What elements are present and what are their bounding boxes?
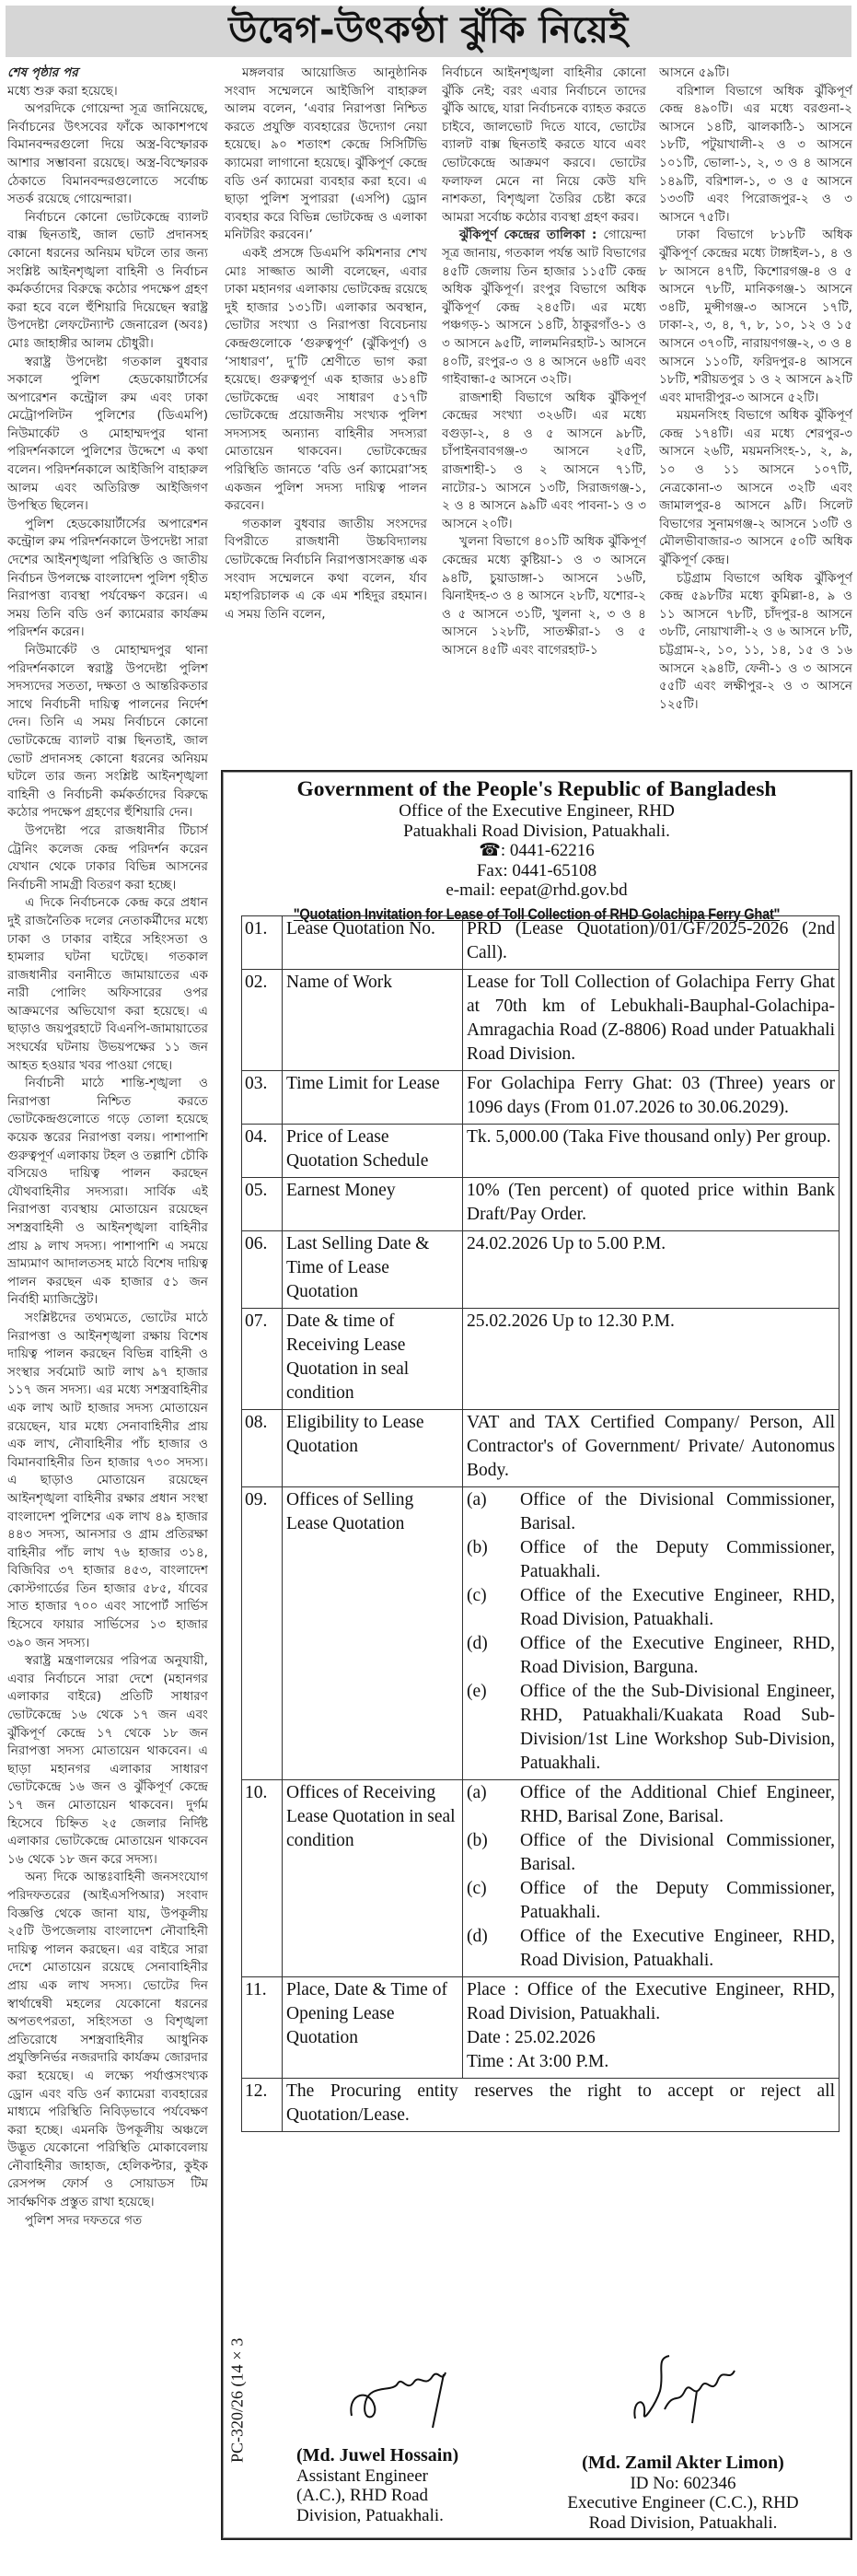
row-value: For Golachipa Ferry Ghat: 03 (Three) years or 1096 days (From 01.07.2026 to 30.06.2029). xyxy=(463,1071,840,1125)
paragraph: অন্য দিকে আন্তঃবাহিনী জনসংযোগ পরিদফতরের (আইএসপিআর) সংবাদ বিজ্ঞপ্তি থেকে জানা যায়, উপকূলীয় ২৫টি উপজেলায় বাংলাদেশ নৌবাহিনী দায়িত্ব পালন করছেন। এর বাইরে সারা দেশে মোতায়েন রয়েছে সেনাবাহিনীর প্রায় এক লাখ সদস্য। ভোটের দিন স্বার্থান্বেষী মহলের যেকোনো ধরনের অপতৎপরতা, সহিংসতা ও বিশৃঙ্খলা প্রতিরোধে সশস্ত্রবাহিনীর আধুনিক প্রযুক্তিনির্ভর নজরদারি কার্যক্রম জোরদার করা হয়েছে। এ লক্ষ্যে পর্যাপ্তসংখ্যক ড্রোন এবং বডি ওর্ন ক্যামেরা ব্যবহারের মাধ্যমে পরিস্থিতি নিবিড়ভাবে পর্যবেক্ষণ করা হচ্ছে। এমনকি উপকূলীয় অঞ্চলে উদ্ভূত যেকোনো পরিস্থিতি মোকাবেলায় নৌবাহিনীর জাহাজ, হেলিকপ্টার, কুইক রেসপন্স ফোর্স ও সোয়াডস টিম সার্বক্ষণিক প্রস্তুত রাখা হয়েছে। xyxy=(7,1870,208,2210)
subheading: ঝুঁকিপূর্ণ কেন্দ্রের তালিকা : xyxy=(459,227,597,243)
row-value: 25.02.2026 Up to 12.30 P.M. xyxy=(463,1309,840,1410)
item-marker: (b) xyxy=(467,1831,488,1850)
signatory-title: Executive Engineer (C.C.), RHD xyxy=(567,2493,799,2512)
paragraph: পুলিশ হেডকোয়ার্টার্সের অপারেশন কন্ট্রোল রুম পরিদর্শনকালে উপদেষ্টা সারা দেশের আইনশৃঙ্খলা পরিস্থিতি ও জাতীয় নির্বাচন উপলক্ষে বাংলাদেশ পুলিশ গৃহীত নিরাপত্তা ব্যবস্থা পর্যবেক্ষণ করেন। এ সময় তিনি বডি ওর্ন ক্যামেরার কার্যক্রম পরিদর্শন করেন। xyxy=(7,516,208,640)
lease-table xyxy=(241,915,840,2132)
list-item xyxy=(467,1829,835,1877)
paragraph: অপরদিকে গোয়েন্দা সূত্র জানিয়েছে, নির্বাচনের উৎসবের ফাঁকে আকাশপথে বিমানবন্দরগুলো দিয়ে অস্ত্র-বিস্ফোরক আশার সম্ভাবনা রয়েছে। অস্ত্র-বিস্ফোরক ঠেকাতে বিমানবন্দরগুলোতে সর্বোচ্চ সতর্ক রয়েছে গোয়েন্দারা। xyxy=(7,101,208,207)
email-line: e-mail: eepat@rhd.gov.bd xyxy=(446,880,628,900)
government-title: Government of the People's Republic of Bangladesh xyxy=(296,777,777,801)
row-label: Offices of Selling Lease Quotation xyxy=(283,1487,463,1780)
signatory-title-line2: Road Division, Patuakhali. xyxy=(588,2512,778,2533)
row-label: Last Selling Date & Time of Lease Quotation xyxy=(283,1231,463,1309)
table-row xyxy=(242,916,840,970)
phone-number: : 0441-62216 xyxy=(500,841,595,860)
pc-code: PC-320/26 (14×3 xyxy=(227,2337,247,2463)
row-number: 06. xyxy=(242,1231,283,1309)
item-marker: (a) xyxy=(467,1783,487,1802)
list-item xyxy=(467,1877,835,1925)
item-text: Office of the Additional Chief Engineer, RHD, Barisal Zone, Barisal. xyxy=(520,1783,835,1826)
office-name: Office of the Executive Engineer, RHD xyxy=(399,801,675,821)
row-value: The Procuring entity reserves the right to accept or reject all Quotation/Lease. xyxy=(283,2079,840,2132)
signatory-id: ID No: 602346 xyxy=(630,2473,736,2493)
table-row xyxy=(242,2079,840,2132)
article-column-1 xyxy=(7,64,208,2570)
item-marker: (b) xyxy=(467,1538,488,1557)
item-marker: (c) xyxy=(467,1879,487,1898)
row-value: VAT and TAX Certified Company/ Person, All Contractor's of Government/ Private/ Autonomus Body. xyxy=(463,1410,840,1487)
tender-notice xyxy=(221,770,852,2540)
paragraph: মঙ্গলবার আয়োজিত আনুষ্ঠানিক সংবাদ সম্মেলনে আইজিপি বাহারুল আলম বলেন, ‘এবার নিরাপত্তা নিশ্চিত করতে প্রযুক্তি ব্যবহারের উদ্যোগ নেয়া হয়েছে। ৯০ শতাংশ কেন্দ্রে সিসিটিভি ক্যামেরা লাগানো হয়েছে। ঝুঁকিপূর্ণ কেন্দ্রে বডি ওর্ন ক্যামেরা ব্যবহার করা হবে। এ ছাড়া পুলিশ সুপাররা (এসপি) ড্রোন ব্যবহার করে বিভিন্ন ভোটকেন্দ্র ও এলাকা মনিটরিং করবেন।’ xyxy=(225,65,427,243)
row-label: Place, Date & Time of Opening Lease Quotation xyxy=(283,1977,463,2079)
division-name: Patuakhali Road Division, Patuakhali. xyxy=(403,821,670,841)
opening-time: Time : At 3:00 P.M. xyxy=(467,2052,609,2071)
row-label: Name of Work xyxy=(283,970,463,1071)
table-row xyxy=(242,1780,840,1977)
row-number: 05. xyxy=(242,1178,283,1231)
item-text: Office of the Divisional Commissioner, Barisal. xyxy=(520,1831,835,1874)
row-value: PRD (Lease Quotation)/01/GF/2025-2026 (2nd Call). xyxy=(463,916,840,970)
table-row xyxy=(242,1309,840,1410)
row-number: 03. xyxy=(242,1071,283,1125)
signatory-left xyxy=(296,2446,490,2525)
paragraph: বরিশাল বিভাগে অধিক ঝুঁকিপূর্ণ কেন্দ্র ৪৯০টি। এর মধ্যে বরগুনা-২ আসনে ১৪টি, ঝালকাঠি-১ আসনে ১৮টি, পটুয়াখালী-২ ও ৩ আসনে ১০১টি, ভোলা-১, ২, ৩ ও ৪ আসনে ১৪৯টি, বরিশাল-১, ৩ ও ৫ আসনে ১৩৩টি এবং পিরোজপুর-২ ও ৩ আসনে ৭৫টি। xyxy=(659,83,852,225)
list-item xyxy=(467,1632,835,1680)
risk-list-paragraph xyxy=(442,227,646,389)
signatory-title-line3: Division, Patuakhali. xyxy=(296,2505,444,2525)
paragraph: নির্বাচনে কোনো ভোটকেন্দ্রে ব্যালট বাক্স ছিনতাই, জাল ভোট প্রদানসহ কোনো ধরনের অনিয়ম ঘটলে তার জন্য সংশ্লিষ্ট আইনশৃঙ্খলা বাহিনী ও নির্বাচন কর্মকর্তাদের বিরুদ্ধে কঠোর পদক্ষেপ গ্রহণ করা হবে বলে হুঁশিয়ারি দিয়েছেন স্বরাষ্ট্র উপদেষ্টা লেফটেন্যান্ট জেনারেল (অবঃ) মোঃ জাহাঙ্গীর আলম চৌধুরী। xyxy=(7,209,208,351)
signature-right-icon xyxy=(628,2354,738,2428)
paragraph: এ দিকে নির্বাচনকে কেন্দ্র করে প্রধান দুই রাজনৈতিক দলের নেতাকর্মীদের মধ্যে ঢাকা ও ঢাকার বাইরে সহিংসতা ও হামলার ঘটনা ঘটেছে। গতকাল রাজধানীর বনানীতে জামায়াতের এক নারী পোলিং অফিসারের ওপর আক্রমণের অভিযোগ করা হয়েছে। এ ছাড়াও জয়পুরহাটে বিএনপি-জামায়াতের সংঘর্ষের ঘটনায় উভয়পক্ষের ১১ জন আহত হওয়ার খবর পাওয়া গেছে। xyxy=(7,895,208,1073)
article-column-4 xyxy=(659,64,852,764)
item-marker: (d) xyxy=(467,1927,488,1946)
table-row xyxy=(242,1410,840,1487)
list-item xyxy=(467,1488,835,1536)
row-label: Time Limit for Lease xyxy=(283,1071,463,1125)
headline: উদ্বেগ-উৎকণ্ঠা ঝুঁকি নিয়েই xyxy=(228,8,629,52)
row-label: Eligibility to Lease Quotation xyxy=(283,1410,463,1487)
row-number: 12. xyxy=(242,2079,283,2132)
item-text: Office of the Deputy Commissioner, Patuakhali. xyxy=(520,1879,835,1922)
table-row xyxy=(242,1487,840,1780)
item-marker: (d) xyxy=(467,1634,488,1653)
paragraph: স্বরাষ্ট্র উপদেষ্টা গতকাল বুধবার সকালে পুলিশ হেডকোয়ার্টার্সের অপারেশন কন্ট্রোল রুম এবং ঢাকা মেট্রোপলিটন পুলিশের (ডিএমপি) নিউমার্কেট ও মোহাম্মদপুর থানা পরিদর্শনকালে পুলিশের উদ্দেশে এ কথা বলেন। পরিদর্শনকালে আইজিপি বাহারুল আলম এবং অতিরিক্ত আইজিগণ উপস্থিত ছিলেন। xyxy=(7,354,208,514)
selling-offices-list xyxy=(467,1488,835,1776)
fax-line: Fax: 0441-65108 xyxy=(476,860,597,880)
table-row xyxy=(242,970,840,1071)
telephone-icon: ☎ xyxy=(479,841,501,860)
paragraph: রাজশাহী বিভাগে অধিক ঝুঁকিপূর্ণ কেন্দ্রের সংখ্যা ৩২৬টি। এর মধ্যে বগুড়া-২, ৪ ও ৫ আসনে ৯৮টি, চাঁপাইনবাবগঞ্জ-৩ আসনে ২৫টি, রাজশাহী-১ ও ২ আসনে ৭১টি, নাটোর-১ আসনে ১৩টি, সিরাজগঞ্জ-১, ২ ও ৪ আসনে ৯৯টি এবং পাবনা-১ ও ৩ আসনে ২০টি। xyxy=(442,390,646,531)
row-number: 04. xyxy=(242,1125,283,1178)
row-value xyxy=(463,1977,840,2079)
paragraph: ময়মনসিংহ বিভাগে অধিক ঝুঁকিপূর্ণ কেন্দ্র ১৭৪টি। এর মধ্যে শেরপুর-৩ আসনে ২৬টি, ময়মনসিংহ-১, ২, ৯, ১০ ও ১১ আসনে ১০৭টি, নেত্রকোনা-৩ আসনে ৩২টি এবং জামালপুর-৪ আসনে ৯টি। সিলেট বিভাগের সুনামগঞ্জ-২ আসনে ১৩টি ও মৌলভীবাজার-৩ আসনে ৫০টি অধিক ঝুঁকিপূর্ণ কেন্দ্র। xyxy=(659,408,852,568)
paragraph: মধ্যে শুরু করা হয়েছে। xyxy=(7,83,118,99)
opening-date: Date : 25.02.2026 xyxy=(467,2028,596,2047)
item-marker: (a) xyxy=(467,1490,487,1509)
row-number: 02. xyxy=(242,970,283,1071)
paragraph: আসনে ৫৯টি। xyxy=(659,65,730,80)
signature-left-icon xyxy=(342,2365,462,2430)
opening-place: Place : Office of the Executive Engineer, RHD, Road Division, Patuakhali. xyxy=(467,1980,835,2023)
item-text: Office of the the Sub-Divisional Engineer, RHD, Patuakhali/Kuakata Road Sub-Division/1st Line Workshop Sub-Division, Patuakhali. xyxy=(520,1682,835,1773)
row-value xyxy=(463,1487,840,1780)
article-column-2 xyxy=(225,64,427,764)
item-marker: (c) xyxy=(467,1586,487,1605)
item-marker: (e) xyxy=(467,1682,487,1701)
phone-line xyxy=(223,841,851,861)
table-row xyxy=(242,1071,840,1125)
item-text: Office of the Executive Engineer, RHD, Road Division, Patuakhali. xyxy=(520,1586,835,1629)
list-item xyxy=(467,1781,835,1829)
paragraph: পুলিশ সদর দফতরে গত xyxy=(25,2212,143,2228)
paragraph: নিউমার্কেট ও মোহাম্মদপুর থানা পরিদর্শনকালে স্বরাষ্ট্র উপদেষ্টা পুলিশ সদস্যদের সততা, দক্ষতা ও আন্তরিকতার সাথে নির্বাচনী দায়িত্ব পালনের নির্দেশ দেন। তিনি এ সময় নির্বাচনে কোনো ভোটকেন্দ্রে ব্যালট বাক্স ছিনতাই, জাল ভোট প্রদানসহ কোনো ধরনের অনিয়ম ঘটলে তার জন্য সংশ্লিষ্ট আইনশৃঙ্খলা বাহিনী ও নির্বাচনী কর্মকর্তাদের বিরুদ্ধে কঠোর পদক্ষেপ গ্রহণের হুঁশিয়ারি দেন। xyxy=(7,643,208,821)
paragraph: নির্বাচনী মাঠে শান্তি-শৃঙ্খলা ও নিরাপত্তা নিশ্চিত করতে ভোটকেন্দ্রগুলোতে গড়ে তোলা হয়েছে কয়েক স্তরের নিরাপত্তা বলয়। পাশাপাশি গুরুত্বপূর্ণ এলাকায় টহল ও তল্লাশি চৌকি বসিয়েও দায়িত্ব পালন করছেন যৌথবাহিনীর সদস্যরা। সার্বিক এই নিরাপত্তা ব্যবস্থায় মোতায়েন রয়েছেন সশস্ত্রবাহিনী ও আইনশৃঙ্খলা বাহিনীর প্রায় ৯ লাখ সদস্য। পাশাপাশি এ সময়ে ভ্রাম্যমাণ আদালতসহ মাঠে বিশেষ দায়িত্ব পালন করছেন এক হাজার ৫১ জন নির্বাহী ম্যাজিস্ট্রেট। xyxy=(7,1076,208,1308)
signatory-right xyxy=(536,2454,830,2533)
list-item xyxy=(467,1680,835,1776)
row-number: 10. xyxy=(242,1780,283,1977)
paragraph: চট্টগ্রাম বিভাগে অধিক ঝুঁকিপূর্ণ কেন্দ্র ৫৯৮টির মধ্যে কুমিল্লা-৪, ৯ ও ১১ আসনে ৭৮টি, চাঁদপুর-৪ আসনে ৩৮টি, নোয়াখালী-২ ও ৬ আসনে ৮টি, চট্টগ্রাম-২, ১০, ১১, ১৪, ১৫ ও ১৬ আসনে ২৯৪টি, ফেনী-১ ও ৩ আসনে ৫৫টি এবং লক্ষীপুর-২ ও ৩ আসনে ১২৫টি। xyxy=(659,570,852,712)
article-column-3 xyxy=(442,64,646,764)
item-text: Office of the Divisional Commissioner, Barisal. xyxy=(520,1490,835,1533)
paragraph: একই প্রসঙ্গে ডিএমপি কমিশনার শেখ মোঃ সাজ্জাত আলী বলেছেন, এবার ঢাকা মহানগর এলাকায় ভোটকেন্দ্র রয়েছে দুই হাজার ১৩১টি। এলাকার অবস্থান, ভোটার সংখ্যা ও নিরাপত্তা বিবেচনায় কেন্দ্রগুলোকে ‘গুরুত্বপূর্ণ’ (ঝুঁকিপূর্ণ) ও ‘সাধারণ’, দু’টি শ্রেণীতে ভাগ করা হয়েছে। গুরুত্বপূর্ণ এক হাজার ৬১৪টি ভোটকেন্দ্রে এবং সাধারণ ৫১৭টি ভোটকেন্দ্রে প্রয়োজনীয় সংখ্যক পুলিশ সদস্যসহ অন্যান্য বাহিনীর সদস্যরা মোতায়েন থাকবেন। ভোটকেন্দ্রের পরিস্থিতি জানতে ‘বডি ওর্ন ক্যামেরা’সহ একজন পুলিশ সদস্য দায়িত্ব পালন করবেন। xyxy=(225,245,427,514)
row-value: Tk. 5,000.00 (Taka Five thousand only) Per group. xyxy=(463,1125,840,1178)
row-number: 07. xyxy=(242,1309,283,1410)
signatory-title: Assistant Engineer xyxy=(296,2465,429,2486)
kicker: শেষ পৃষ্ঠার পর xyxy=(7,65,78,80)
paragraph: স্বরাষ্ট্র মন্ত্রণালয়ের পরিপত্র অনুযায়ী, এবার নির্বাচনে সারা দেশে (মহানগর এলাকার বাইরে) প্রতিটি সাধারণ ভোটকেন্দ্রে ১৬ থেকে ১৭ জন এবং ঝুঁকিপূর্ণ কেন্দ্রে ১৭ থেকে ১৮ জন নিরাপত্তা সদস্য মোতায়েন থাকবেন। এ ছাড়া মহানগর এলাকার সাধারণ ভোটকেন্দ্রে ১৬ জন ও ঝুঁকিপূর্ণ কেন্দ্রে ১৭ জন মোতায়েন থাকবেন। দুর্গম হিসেবে চিহ্নিত ২৫ জেলার নির্দিষ্ট এলাকার ভোটকেন্দ্রে মোতায়েন থাকবেন ১৬ থেকে ১৮ জন করে সদস্য। xyxy=(7,1653,208,1867)
list-item xyxy=(467,1925,835,1973)
item-text: Office of the Executive Engineer, RHD, Road Division, Barguna. xyxy=(520,1634,835,1677)
table-row xyxy=(242,1231,840,1309)
table-row xyxy=(242,1178,840,1231)
paragraph: সংশ্লিষ্টদের তথ্যমতে, ভোটের মাঠে নিরাপত্তা ও আইনশৃঙ্খলা রক্ষায় বিশেষ দায়িত্ব পালন করছেন বিভিন্ন বাহিনী ও সংস্থার সর্বমোট আট লাখ ৯৭ হাজার ১১৭ জন সদস্য। এর মধ্যে সশস্ত্রবাহিনীর এক লাখ আট হাজার সদস্য মোতায়েন রয়েছেন, যার মধ্যে সেনাবাহিনীর প্রায় এক লাখ, নৌবাহিনীর পাঁচ হাজার ও বিমানবাহিনীর তিন হাজার ৭৩০ সদস্য। এ ছাড়াও মোতায়েন রয়েছেন আইনশৃঙ্খলা বাহিনীর রক্ষার প্রধান সংস্থা বাংলাদেশ পুলিশের এক লাখ ৪৯ হাজার ৪৪৩ সদস্য, আনসার ও গ্রাম প্রতিরক্ষা বাহিনীর পাঁচ লাখ ৭৬ হাজার ৩১৪, বিজিবির ৩৭ হাজার ৪৫৩, বাংলাদেশ কোস্টগার্ডের তিন হাজার ৫৮৫, র্যাবের সাত হাজার ৭০০ এবং সাপোর্ট সার্ভিস হিসেবে ফায়ার সার্ভিসের ১৩ হাজার ৩৯০ জন সদস্য। xyxy=(7,1310,208,1650)
item-text: Office of the Executive Engineer, RHD, Road Division, Patuakhali. xyxy=(520,1927,835,1970)
row-value: Lease for Toll Collection of Golachipa Ferry Ghat at 70th km of Lebukhali-Bauphal-Golachipa-Amragachia Road (Z-8806) Road under Patuakhali Road Division. xyxy=(463,970,840,1071)
signatory-title-line2: (A.C.), RHD Road xyxy=(296,2486,429,2505)
row-label: Date & time of Receiving Lease Quotation in seal condition xyxy=(283,1309,463,1410)
row-label: Earnest Money xyxy=(283,1178,463,1231)
row-number: 01. xyxy=(242,916,283,970)
row-label: Lease Quotation No. xyxy=(283,916,463,970)
row-label: Offices of Receiving Lease Quotation in seal condition xyxy=(283,1780,463,1977)
paragraph: নির্বাচনে আইনশৃঙ্খলা বাহিনীর কোনো ঝুঁকি নেই; বরং এবার নির্বাচনে তাদের ঝুঁকি আছে, যারা নির্বাচনকে ব্যাহত করতে চাইবে, জালভোট দিতে যাবে, ভোটের ব্যালট বাক্স ছিনতাই করতে যাবে এবং ভোটকেন্দ্রে আক্রমণ করবে। ভোটের ফলাফল মেনে না নিয়ে কেউ যদি নাশকতা, বিশৃঙ্খলা তৈরির চেষ্টা করে আমরা সর্বোচ্চ কঠোর ব্যবস্থা গ্রহণ করব। xyxy=(442,65,646,225)
headline-banner xyxy=(6,6,851,57)
notice-title: "Quotation Invitation for Lease of Toll Collection of RHD Golachipa Ferry Ghat" xyxy=(293,904,781,923)
table-row xyxy=(242,1977,840,2079)
row-value: 10% (Ten percent) of quoted price within Bank Draft/Pay Order. xyxy=(463,1178,840,1231)
item-text: Office of the Deputy Commissioner, Patuakhali. xyxy=(520,1538,835,1581)
list-item xyxy=(467,1584,835,1632)
row-value: 24.02.2026 Up to 5.00 P.M. xyxy=(463,1231,840,1309)
row-value xyxy=(463,1780,840,1977)
receiving-offices-list xyxy=(467,1781,835,1973)
paragraph: খুলনা বিভাগে ৪০১টি অধিক ঝুঁকিপূর্ণ কেন্দ্রের মধ্যে কুষ্টিয়া-১ ও ৩ আসনে ৯৪টি, চুয়াডাঙ্গা-১ আসনে ১৬টি, ঝিনাইদহ-৩ ও ৪ আসনে ২৮টি, যশোর-২ ও ৫ আসনে ৩১টি, খুলনা ২, ৩ ও ৪ আসনে ১২৮টি, সাতক্ষীরা-১ ও ৫ আসনে ৪৫টি এবং বাগেরহাট-১ xyxy=(442,534,646,658)
notice-header xyxy=(223,772,851,925)
paragraph-text: গোয়েন্দা সূত্র জানায়, গতকাল পর্যন্ত আট বিভাগের ৪৫টি জেলায় তিন হাজার ১১৫টি কেন্দ্র অধিক ঝুঁকিপূর্ণ। রংপুর বিভাগে অধিক ঝুঁকিপূর্ণ কেন্দ্র ২৪৫টি। এর মধ্যে পঞ্চগড়-১ আসনে ১৪টি, ঠাকুরগাঁও-১ ও ৩ আসনে ৯৫টি, লালমনিরহাট-১ আসনে ৪০টি, রংপুর-৩ ও ৪ আসনে ৬৪টি এবং গাইবান্ধা-৫ আসনে ৩২টি। xyxy=(442,227,646,388)
signatory-name: (Md. Zamil Akter Limon) xyxy=(582,2453,784,2473)
paragraph: উপদেষ্টা পরে রাজধানীর টিচার্স ট্রেনিং কলেজ কেন্দ্র পরিদর্শন করেন যেখান থেকে ঢাকার বিভিন্ন আসনের নির্বাচনী সামগ্রী বিতরণ করা হচ্ছে। xyxy=(7,822,208,892)
signatory-name: (Md. Juwel Hossain) xyxy=(296,2445,459,2465)
paragraph: ঢাকা বিভাগে ৮১৮টি অধিক ঝুঁকিপূর্ণ কেন্দ্রের মধ্যে টাঙ্গাইল-১, ৪ ও ৮ আসনে ৪৭টি, কিশোরগঞ্জ-৪ ও ৫ আসনে ৭৮টি, মানিকগঞ্জ-১ আসনে ৩৪টি, মুন্সীগঞ্জ-৩ আসনে ১৭টি, ঢাকা-২, ৩, ৪, ৭, ৮, ১০, ১২ ও ১৫ আসনে ৩৭০টি, নারায়ণগঞ্জ-২, ৩ ও ৪ আসনে ১১০টি, ফরিদপুর-৪ আসনে ১৮টি, শরীয়তপুর ১ ও ২ আসনে ৯২টি এবং মাদারীপুর-৩ আসনে ৫২টি। xyxy=(659,227,852,405)
table-row xyxy=(242,1125,840,1178)
row-label: Price of Lease Quotation Schedule xyxy=(283,1125,463,1178)
paragraph: গতকাল বুধবার জাতীয় সংসদের বিপরীতে রাজধানী উচ্চবিদ্যালয় ভোটকেন্দ্রে নির্বাচনি নিরাপত্তাসংক্রান্ত এক সংবাদ সম্মেলনে কথা বলেন, র্যাব মহাপরিচালক এ কে এম শহিদুর রহমান। এ সময় তিনি বলেন, xyxy=(225,516,427,622)
list-item xyxy=(467,1536,835,1584)
row-number: 08. xyxy=(242,1410,283,1487)
row-number: 09. xyxy=(242,1487,283,1780)
row-number: 11. xyxy=(242,1977,283,2079)
